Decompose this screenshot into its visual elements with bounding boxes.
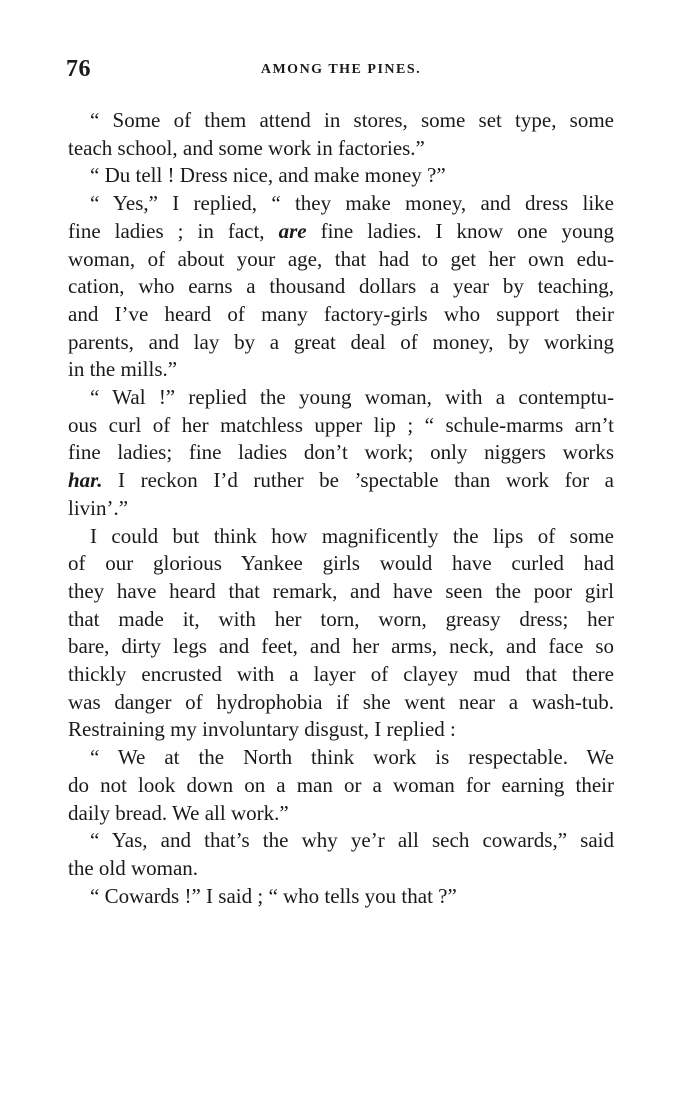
text-line: do not look down on a man or a woman for earning their <box>68 772 614 797</box>
italic-word: har. <box>68 468 103 493</box>
text-line: cation, who earns a thousand dollars a year by teaching, <box>68 274 614 299</box>
text-line: teach school, and some work in factories.” <box>68 135 425 160</box>
text-line: woman, of about your age, that had to get her own edu- <box>68 246 614 271</box>
text-line: of our glorious Yankee girls would have curled had <box>68 551 614 576</box>
text-line: in the mills.” <box>68 357 178 382</box>
text-line: “ Du tell ! Dress nice, and make money ?” <box>90 163 446 188</box>
text-line: “ Cowards !” I said ; “ who tells you that ?” <box>90 883 457 908</box>
text-line <box>68 467 614 495</box>
text-segment: fine ladies ; in fact, <box>68 218 279 243</box>
text-line: “ We at the North think work is respectable. We <box>90 745 614 770</box>
text-line: parents, and lay by a great deal of money, by working <box>68 329 614 354</box>
text-segment: fine ladies. I know one young <box>306 218 614 243</box>
text-line <box>68 218 614 246</box>
text-line: that made it, with her torn, worn, greasy dress; her <box>68 606 614 631</box>
text-line: “ Wal !” replied the young woman, with a contemptu- <box>90 385 614 410</box>
text-line: and I’ve heard of many factory-girls who support their <box>68 301 614 326</box>
text-line: fine ladies; fine ladies don’t work; only niggers works <box>68 440 614 465</box>
text-line: “ Yas, and that’s the why ye’r all sech cowards,” said <box>90 828 614 853</box>
text-line: “ Some of them attend in stores, some set type, some <box>90 108 614 132</box>
italic-word: are <box>278 218 307 243</box>
text-line: I could but think how magnificently the lips of some <box>90 523 614 548</box>
body-text <box>68 107 614 910</box>
text-line: the old woman. <box>68 855 199 880</box>
text-line: bare, dirty legs and feet, and her arms, neck, and face so <box>68 634 614 659</box>
text-line: they have heard that remark, and have seen the poor girl <box>68 578 614 603</box>
text-line: ous curl of her matchless upper lip ; “ schule-marms arn’t <box>68 412 614 437</box>
text-line: thickly encrusted with a layer of clayey mud that there <box>68 662 614 687</box>
text-line: “ Yes,” I replied, “ they make money, and dress like <box>90 191 614 216</box>
text-line: daily bread. We all work.” <box>68 800 289 825</box>
page-header <box>66 56 616 90</box>
running-head: AMONG THE PINES. <box>260 62 422 77</box>
page-number: 76 <box>66 56 91 82</box>
text-segment: I reckon I’d ruther be ’spectable than work for a <box>102 468 614 493</box>
text-line: was danger of hydrophobia if she went near a wash-tub. <box>68 689 614 714</box>
text-line: livin’.” <box>68 495 129 520</box>
text-line: Restraining my involuntary disgust, I replied : <box>68 717 456 742</box>
